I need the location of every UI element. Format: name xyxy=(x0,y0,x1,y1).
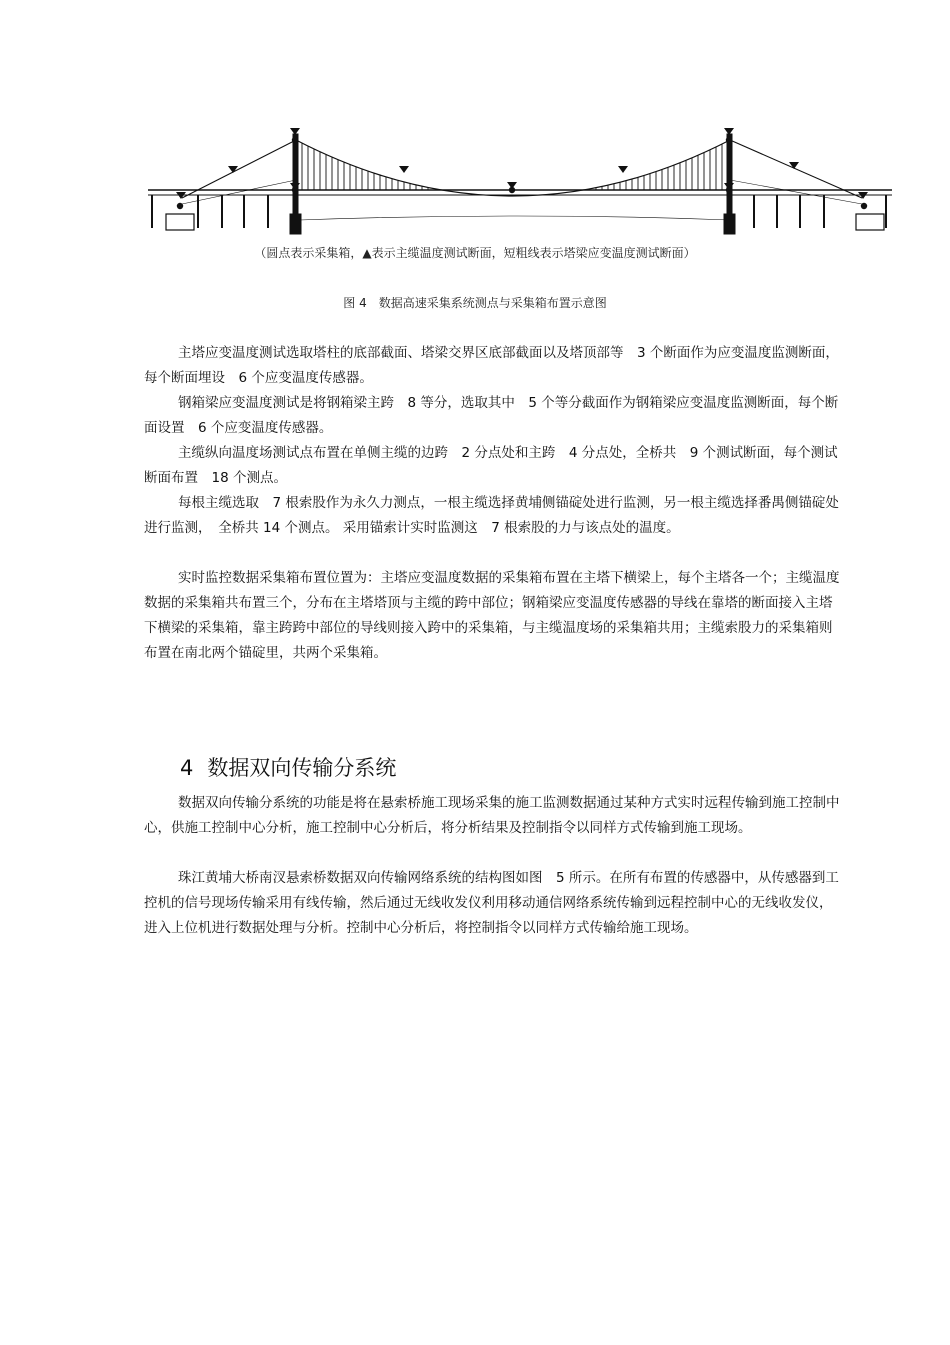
paragraph-text: 数据双向传输分系统的功能是将在悬索桥施工现场采集的施工监测数据通过某种方式实时远程传输到施工控制中心，供施工控制中心分析，施工控制中心分析后，将分析结果及控制指令以同样方式传输到施工现场。 xyxy=(144,795,840,836)
paragraph-text: 每根主缆选取 7 根索股作为永久力测点，一根主缆选择黄埔侧锚碇处进行监测，另一根主缆选择番禺侧锚碇处进行监测， 全桥共 14 个测点。 采用锚索计实时监测这 7 根索股的力与该点处的温度。 xyxy=(144,495,839,536)
figure-caption: 图 4 数据高速采集系统测点与采集箱布置示意图 xyxy=(343,296,607,310)
bridge-diagram xyxy=(140,120,900,240)
section-number: 4 xyxy=(180,756,194,780)
paragraph-network-structure xyxy=(144,866,844,941)
paragraph-text: 主塔应变温度测试选取塔柱的底部截面、塔梁交界区底部截面以及塔顶部等 3 个断面作为应变温度监测断面，每个断面埋设 6 个应变温度传感器。 xyxy=(144,345,839,386)
paragraph-cable-temperature xyxy=(144,441,844,491)
paragraph-transmission-function xyxy=(144,791,844,841)
paragraph-text: 主缆纵向温度场测试点布置在单侧主缆的边跨 2 分点处和主跨 4 分点处，全桥共 9 个测试断面，每个测试断面布置 18 个测点。 xyxy=(144,445,838,486)
section-heading xyxy=(180,752,396,782)
section-title: 数据双向传输分系统 xyxy=(207,756,397,780)
paragraph-text: 珠江黄埔大桥南汊悬索桥数据双向传输网络系统的结构图如图 5 所示。在所有布置的传感器中，从传感器到工控机的信号现场传输采用有线传输，然后通过无线收发仪利用移动通信网络系统传输到远程控制中心的无线收发仪，进入上位机进行数据处理与分析。控制中心分析后，将控制指令以同样方式传输给施工现场。 xyxy=(144,870,839,936)
paragraph-strand-force xyxy=(144,491,844,541)
paragraph-box-layout xyxy=(144,566,844,666)
paragraph-text: 钢箱梁应变温度测试是将钢箱梁主跨 8 等分，选取其中 5 个等分截面作为钢箱梁应变温度监测断面，每个断面设置 6 个应变温度传感器。 xyxy=(144,395,839,436)
figure-legend-note: （圆点表示采集箱，▲表示主缆温度测试断面，短粗线表示塔梁应变温度测试断面） xyxy=(254,246,696,260)
paragraph-girder-strain xyxy=(144,391,844,441)
paragraph-text: 实时监控数据采集箱布置位置为：主塔应变温度数据的采集箱布置在主塔下横梁上，每个主塔各一个；主缆温度数据的采集箱共布置三个，分布在主塔塔顶与主缆的跨中部位；钢箱梁应变温度传感器的导线在靠塔的断面接入主塔下横梁的采集箱，靠主跨跨中部位的导线则接入跨中的采集箱，与主缆温度场的采集箱共用；主缆索股力的采集箱则布置在南北两个锚碇里，共两个采集箱。 xyxy=(144,570,840,661)
paragraph-tower-strain xyxy=(144,341,844,391)
